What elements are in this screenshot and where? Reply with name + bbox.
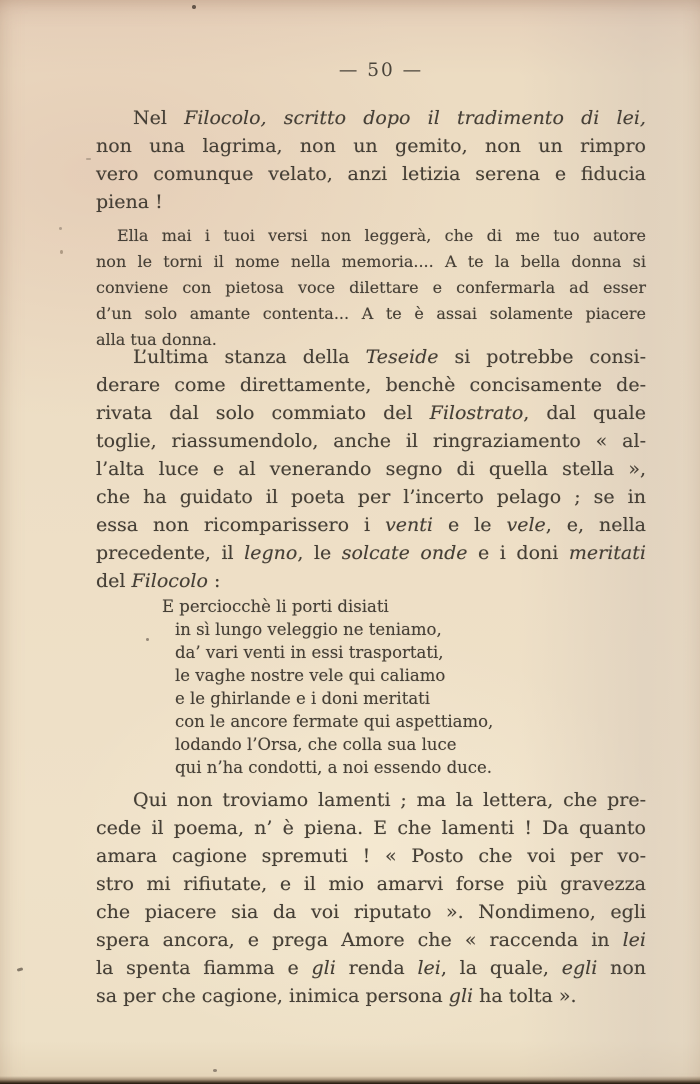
text-line [162,595,605,618]
text-line [96,814,646,842]
text-line [175,687,605,710]
italic-run: Teseide [365,346,439,368]
verse-e-perciocche [162,595,605,779]
text-run: l’alta luce e al venerando segno di quella stella », [96,458,646,480]
text-run: , dal quale [523,402,646,424]
text-run: non [597,957,647,979]
text-line [96,188,646,216]
page-number: — 50 — [338,60,424,81]
text-run: vero comunque velato, anzi letizia serena e fiducia [96,163,646,185]
text-run: Nel [133,107,185,129]
text-line [175,618,605,641]
quote-ella-mai [96,223,646,353]
scan-speck [60,250,63,254]
paragraph-qui-non-troviamo [96,786,646,1010]
text-run: derare come direttamente, benchè concisamente de- [96,374,646,396]
text-line [96,104,646,132]
text-line [96,301,646,327]
text-line [96,954,646,982]
text-run: lodando l’Orsa, che colla sua luce [175,735,457,754]
text-run: le vaghe nostre vele qui caliamo [175,666,446,685]
italic-run: lei [417,957,441,979]
text-run: che piacere sia da voi riputato ». Nondimeno, egli [96,901,646,923]
italic-run: meritati [568,542,646,564]
paragraph-filocolo [96,104,646,216]
text-run: renda [335,957,418,979]
text-line [96,926,646,954]
text-run: : [207,570,221,592]
italic-run: venti [385,514,434,536]
text-line [96,160,646,188]
text-run: non una lagrima, non un gemito, non un rimpro [96,135,646,157]
scan-speck [17,967,24,971]
text-run: con le ancore fermate qui aspettiamo, [175,712,494,731]
text-run: qui n’ha condotti, a noi essendo duce. [175,758,493,777]
text-line [96,399,646,427]
text-line [96,132,646,160]
text-line [96,275,646,301]
text-run: d’un solo amante contenta... A te è assai solamente piacere [96,304,646,323]
text-run: da’ vari venti in essi trasportati, [175,643,444,662]
italic-run: egli [561,957,598,979]
text-line [96,483,646,511]
page-bottom-edge [0,1076,700,1084]
italic-run: lei [622,929,646,951]
text-line [175,641,605,664]
text-run: e le [433,514,507,536]
paragraph-teseide [96,343,646,595]
text-line [96,455,646,483]
text-run: la spenta fiamma e [96,957,312,979]
italic-run: Filostrato [429,402,524,424]
text-line [96,982,646,1010]
text-line [96,249,646,275]
text-line [96,870,646,898]
scan-speck [213,1069,217,1072]
text-line [96,371,646,399]
italic-run: legno [244,542,298,564]
italic-run: Filocolo, scritto dopo il tradimento di lei, [184,107,646,129]
text-run: e i doni [467,542,569,564]
text-run: sa per che cagione, inimica persona [96,985,449,1007]
text-line [175,733,605,756]
text-run: e le ghirlande e i doni meritati [175,689,431,708]
text-run: , la quale, [440,957,562,979]
text-line [96,427,646,455]
text-run: Ella mai i tuoi versi non leggerà, che di me tuo autore [117,226,646,245]
text-run: amara cagione spremuti ! « Posto che voi per vo- [96,845,646,867]
text-run: stro mi rifiutate, e il mio amarvi forse più gravezza [96,873,646,895]
text-line [96,786,646,814]
text-run: ha tolta ». [473,985,577,1007]
text-run: rivata dal solo commiato del [96,402,430,424]
text-run: del [96,570,132,592]
scan-speck [86,158,91,160]
text-run: spera ancora, e prega Amore che « raccenda in [96,929,623,951]
scan-speck [192,5,196,9]
text-run: , e, nella [545,514,646,536]
text-line [96,539,646,567]
text-run: Qui non troviamo lamenti ; ma la lettera, che pre- [133,789,646,811]
text-line [175,664,605,687]
scan-speck [146,638,149,641]
text-line [96,898,646,926]
italic-run: gli [311,957,336,979]
text-line [96,511,646,539]
italic-run: vele [506,514,546,536]
scan-speck [59,227,62,230]
text-run: piena ! [96,191,163,213]
text-run: precedente, il [96,542,245,564]
italic-run: solcate onde [341,542,468,564]
text-run: E perciocchè li porti disiati [162,597,389,616]
text-line [175,710,605,733]
text-line [96,223,646,249]
text-line [175,756,605,779]
text-run: in sì lungo veleggio ne teniamo, [175,620,442,639]
text-line [96,567,646,595]
text-run: conviene con pietosa voce dilettare e confermarla ad esser [96,278,646,297]
text-run: alla tua donna. [96,330,217,349]
italic-run: gli [448,985,474,1007]
text-run: non le torni il nome nella memoria.... A te la bella donna si [96,252,646,271]
text-run: che ha guidato il poeta per l’incerto pelago ; se in [96,486,646,508]
text-run: L’ultima stanza della [133,346,366,368]
text-run: toglie, riassumendolo, anche il ringraziamento « al- [96,430,646,452]
text-run: , le [297,542,342,564]
text-run: cede il poema, n’ è piena. E che lamenti ! Da quanto [96,817,646,839]
text-run: essa non ricomparissero i [96,514,386,536]
text-line [96,343,646,371]
italic-run: Filocolo [131,570,208,592]
text-line [96,842,646,870]
text-run: si potrebbe consi- [438,346,646,368]
